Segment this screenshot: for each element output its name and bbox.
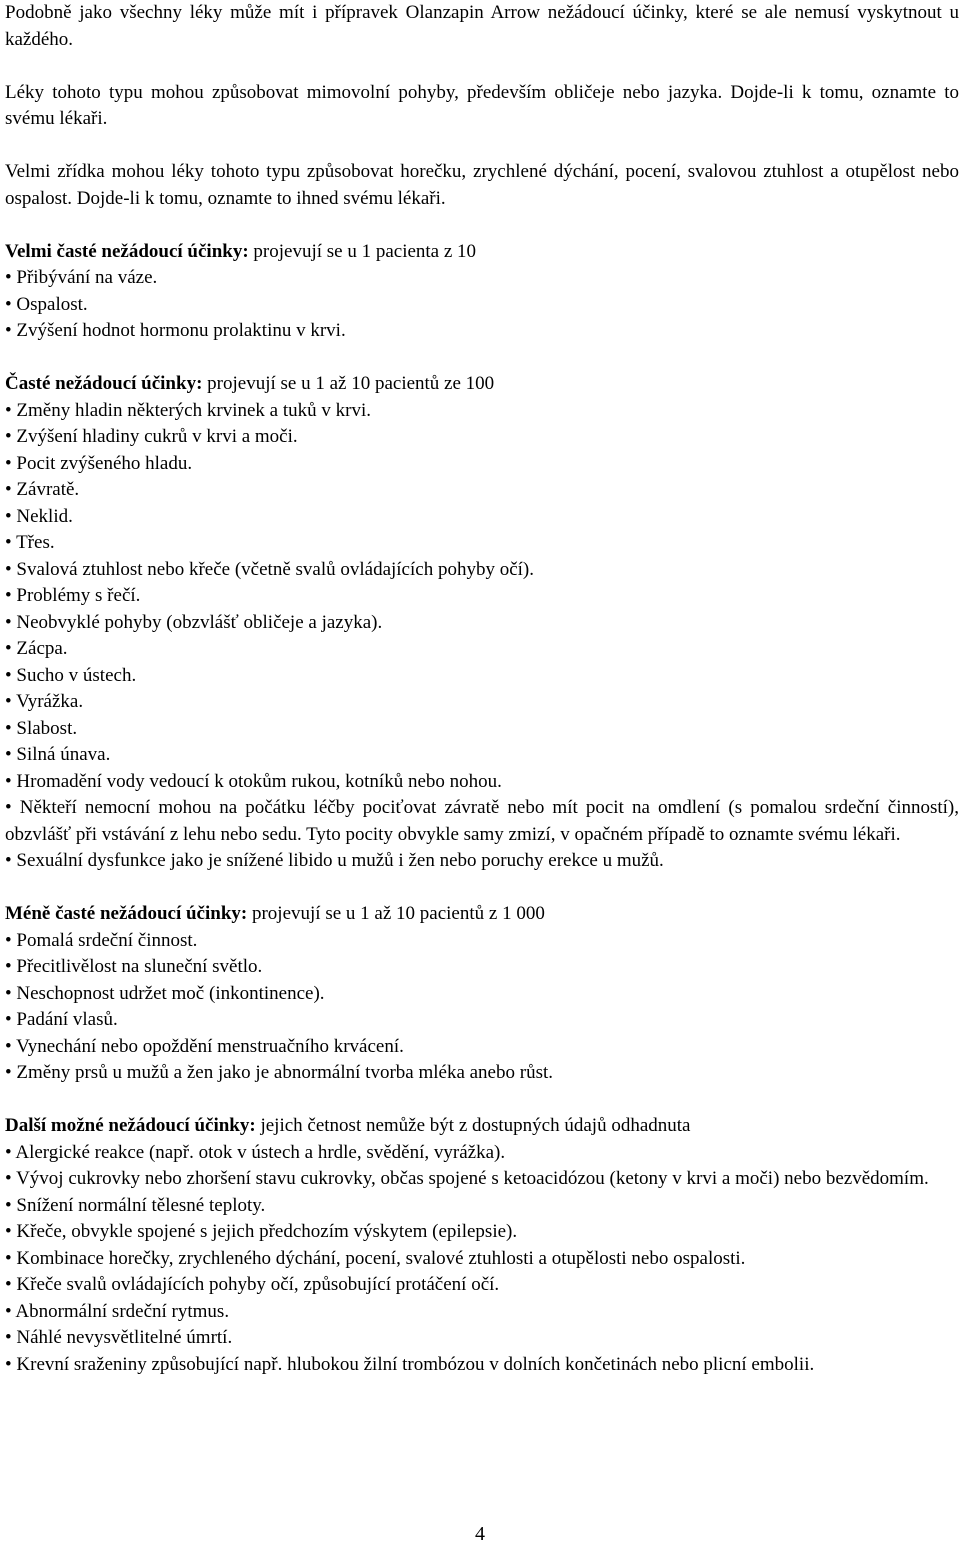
bullet-icon: • bbox=[5, 664, 12, 686]
list-item-text: Třes. bbox=[16, 532, 55, 553]
bullet-icon: • bbox=[5, 479, 12, 500]
list-item bbox=[5, 504, 959, 531]
bullet-icon: • bbox=[5, 558, 12, 580]
list-item bbox=[5, 398, 959, 425]
bullet-icon: • bbox=[5, 1168, 12, 1189]
list-item-text: Pocit zvýšeného hladu. bbox=[16, 452, 193, 474]
list-item bbox=[5, 477, 959, 504]
bullet-icon: • bbox=[5, 770, 12, 792]
list-item bbox=[5, 451, 959, 478]
list-item bbox=[5, 292, 959, 319]
list-item bbox=[5, 1219, 959, 1246]
section-frequency: projevují se u 1 až 10 pacientů ze 100 bbox=[202, 373, 495, 394]
bullet-icon: • bbox=[5, 399, 12, 421]
list-item-text: Někteří nemocní mohou na počátku léčby pociťovat závratě nebo mít pocit na omdlení (s pomalou srdeční činností), obzvlášť při vstávání z lehu nebo sedu. Tyto pocity obvykle samy zmizí, v opačném případě to oznamte svému lékaři. bbox=[5, 797, 960, 845]
section-heading-label: Velmi časté nežádoucí účinky: bbox=[5, 240, 249, 262]
list-item bbox=[5, 424, 959, 451]
list-item-text: Hromadění vody vedoucí k otokům rukou, kotníků nebo nohou. bbox=[16, 770, 502, 792]
bullet-icon: • bbox=[5, 1035, 12, 1057]
page-number: 4 bbox=[475, 1523, 485, 1545]
list-item bbox=[5, 265, 959, 292]
list-item-text: Neschopnost udržet moč (inkontinence). bbox=[16, 982, 325, 1004]
list-item bbox=[5, 1299, 959, 1326]
list-item-text: Pomalá srdeční činnost. bbox=[16, 929, 198, 951]
list-item bbox=[5, 1272, 959, 1299]
bullet-icon: • bbox=[5, 452, 12, 474]
list-item-text: Problémy s řečí. bbox=[16, 585, 141, 606]
bullet-icon: • bbox=[5, 1141, 12, 1163]
side-effect-list bbox=[5, 398, 959, 875]
intro-paragraph-1: Podobně jako všechny léky může mít i přípravek Olanzapin Arrow nežádoucí účinky, které se ale nemusí vyskytnout u každého. bbox=[5, 2, 959, 50]
bullet-icon: • bbox=[5, 1247, 12, 1269]
list-item-text: Křeče svalů ovládajících pohyby očí, způsobující protáčení očí. bbox=[16, 1274, 500, 1295]
list-item bbox=[5, 795, 959, 848]
bullet-icon: • bbox=[5, 797, 12, 818]
list-item-text: Alergické reakce (např. otok v ústech a hrdle, svědění, vyrážka). bbox=[15, 1141, 506, 1163]
list-item-text: Vynechání nebo opoždění menstruačního krvácení. bbox=[16, 1035, 404, 1057]
section-frequency: projevují se u 1 až 10 pacientů z 1 000 bbox=[247, 903, 545, 924]
list-item bbox=[5, 557, 959, 584]
bullet-icon: • bbox=[5, 717, 12, 739]
list-item bbox=[5, 1352, 959, 1379]
list-item-text: Přibývání na váze. bbox=[16, 267, 158, 288]
intro-paragraph-3: Velmi zřídka mohou léky tohoto typu způsobovat horečku, zrychlené dýchání, pocení, svalovou ztuhlost a otupělost nebo ospalost. Dojde-li k tomu, oznamte to ihned svému lékaři. bbox=[5, 161, 959, 209]
document-page bbox=[5, 0, 959, 1378]
side-effect-list bbox=[5, 265, 959, 345]
list-item-text: Abnormální srdeční rytmus. bbox=[15, 1300, 230, 1322]
list-item-text: Přecitlivělost na sluneční světlo. bbox=[16, 956, 263, 977]
list-item-text: Zvýšení hodnot hormonu prolaktinu v krvi. bbox=[16, 320, 346, 341]
section-2 bbox=[5, 371, 959, 901]
list-item bbox=[5, 716, 959, 743]
list-item bbox=[5, 742, 959, 769]
list-item-text: Sucho v ústech. bbox=[16, 664, 137, 686]
bullet-icon: • bbox=[5, 638, 12, 659]
bullet-icon: • bbox=[5, 1300, 12, 1322]
list-item bbox=[5, 1325, 959, 1352]
list-item bbox=[5, 610, 959, 637]
list-item-text: Ospalost. bbox=[16, 293, 88, 315]
bullet-icon: • bbox=[5, 1009, 12, 1030]
bullet-icon: • bbox=[5, 956, 12, 977]
bullet-icon: • bbox=[5, 320, 12, 341]
list-item bbox=[5, 663, 959, 690]
bullet-icon: • bbox=[5, 1221, 12, 1242]
intro-paragraph-2: Léky tohoto typu mohou způsobovat mimovolní pohyby, především obličeje nebo jazyka. Dojde-li k tomu, oznamte to svému lékaři. bbox=[5, 81, 959, 129]
side-effect-list bbox=[5, 928, 959, 1087]
list-item bbox=[5, 583, 959, 610]
list-item-text: Snížení normální tělesné teploty. bbox=[16, 1194, 266, 1216]
section-heading bbox=[5, 901, 959, 928]
side-effects-sections bbox=[5, 239, 959, 1379]
list-item-text: Padání vlasů. bbox=[16, 1009, 118, 1030]
section-heading bbox=[5, 239, 959, 266]
list-item-text: Náhlé nevysvětlitelné úmrtí. bbox=[16, 1327, 233, 1348]
section-frequency: jejich četnost nemůže být z dostupných údajů odhadnuta bbox=[255, 1115, 691, 1136]
list-item bbox=[5, 848, 959, 875]
bullet-icon: • bbox=[5, 744, 12, 765]
bullet-icon: • bbox=[5, 691, 12, 712]
section-1 bbox=[5, 239, 959, 372]
bullet-icon: • bbox=[5, 1274, 12, 1295]
list-item-text: Vývoj cukrovky nebo zhoršení stavu cukrovky, občas spojené s ketoacidózou (ketony v krvi a moči) nebo bezvědomím. bbox=[16, 1168, 929, 1189]
list-item bbox=[5, 954, 959, 981]
list-item bbox=[5, 1166, 959, 1193]
list-item-text: Sexuální dysfunkce jako je snížené libido u mužů i žen nebo poruchy erekce u mužů. bbox=[16, 850, 664, 871]
bullet-icon: • bbox=[5, 1194, 12, 1216]
section-heading-label: Časté nežádoucí účinky: bbox=[5, 373, 203, 394]
list-item bbox=[5, 1060, 959, 1087]
bullet-icon: • bbox=[5, 532, 12, 553]
side-effect-list bbox=[5, 1140, 959, 1379]
list-item bbox=[5, 1034, 959, 1061]
list-item-text: Vyrážka. bbox=[16, 691, 84, 712]
list-item bbox=[5, 636, 959, 663]
list-item-text: Zácpa. bbox=[16, 638, 68, 659]
bullet-icon: • bbox=[5, 1062, 12, 1083]
list-item-text: Neklid. bbox=[16, 505, 73, 527]
section-heading-label: Další možné nežádoucí účinky: bbox=[5, 1115, 256, 1136]
section-4 bbox=[5, 1113, 959, 1378]
section-3 bbox=[5, 901, 959, 1113]
list-item-text: Změny hladin některých krvinek a tuků v krvi. bbox=[16, 399, 371, 421]
bullet-icon: • bbox=[5, 611, 12, 633]
list-item-text: Závratě. bbox=[16, 479, 80, 500]
list-item bbox=[5, 1193, 959, 1220]
list-item-text: Silná únava. bbox=[16, 744, 111, 765]
bullet-icon: • bbox=[5, 850, 12, 871]
list-item bbox=[5, 318, 959, 345]
list-item bbox=[5, 1246, 959, 1273]
list-item-text: Změny prsů u mužů a žen jako je abnormální tvorba mléka anebo růst. bbox=[16, 1062, 553, 1083]
bullet-icon: • bbox=[5, 426, 12, 447]
list-item bbox=[5, 769, 959, 796]
list-item-text: Krevní sraženiny způsobující např. hlubokou žilní trombózou v dolních končetinách nebo plicní embolii. bbox=[16, 1353, 815, 1375]
list-item bbox=[5, 928, 959, 955]
bullet-icon: • bbox=[5, 267, 12, 288]
bullet-icon: • bbox=[5, 1353, 12, 1375]
bullet-icon: • bbox=[5, 293, 12, 315]
section-heading bbox=[5, 1113, 959, 1140]
list-item-text: Zvýšení hladiny cukrů v krvi a moči. bbox=[16, 426, 298, 447]
list-item bbox=[5, 689, 959, 716]
list-item-text: Slabost. bbox=[16, 717, 78, 739]
bullet-icon: • bbox=[5, 1327, 12, 1348]
bullet-icon: • bbox=[5, 929, 12, 951]
list-item bbox=[5, 530, 959, 557]
bullet-icon: • bbox=[5, 982, 12, 1004]
list-item-text: Svalová ztuhlost nebo křeče (včetně svalů ovládajících pohyby očí). bbox=[16, 558, 534, 580]
list-item bbox=[5, 1140, 959, 1167]
list-item bbox=[5, 981, 959, 1008]
section-heading-label: Méně časté nežádoucí účinky: bbox=[5, 903, 248, 924]
list-item-text: Křeče, obvykle spojené s jejich předchozím výskytem (epilepsie). bbox=[16, 1221, 518, 1242]
section-heading bbox=[5, 371, 959, 398]
list-item-text: Neobvyklé pohyby (obzvlášť obličeje a jazyka). bbox=[16, 611, 383, 633]
list-item bbox=[5, 1007, 959, 1034]
section-frequency: projevují se u 1 pacienta z 10 bbox=[248, 240, 477, 262]
list-item-text: Kombinace horečky, zrychleného dýchání, pocení, svalové ztuhlosti a otupělosti nebo ospalosti. bbox=[16, 1247, 746, 1269]
bullet-icon: • bbox=[5, 505, 12, 527]
bullet-icon: • bbox=[5, 585, 12, 606]
